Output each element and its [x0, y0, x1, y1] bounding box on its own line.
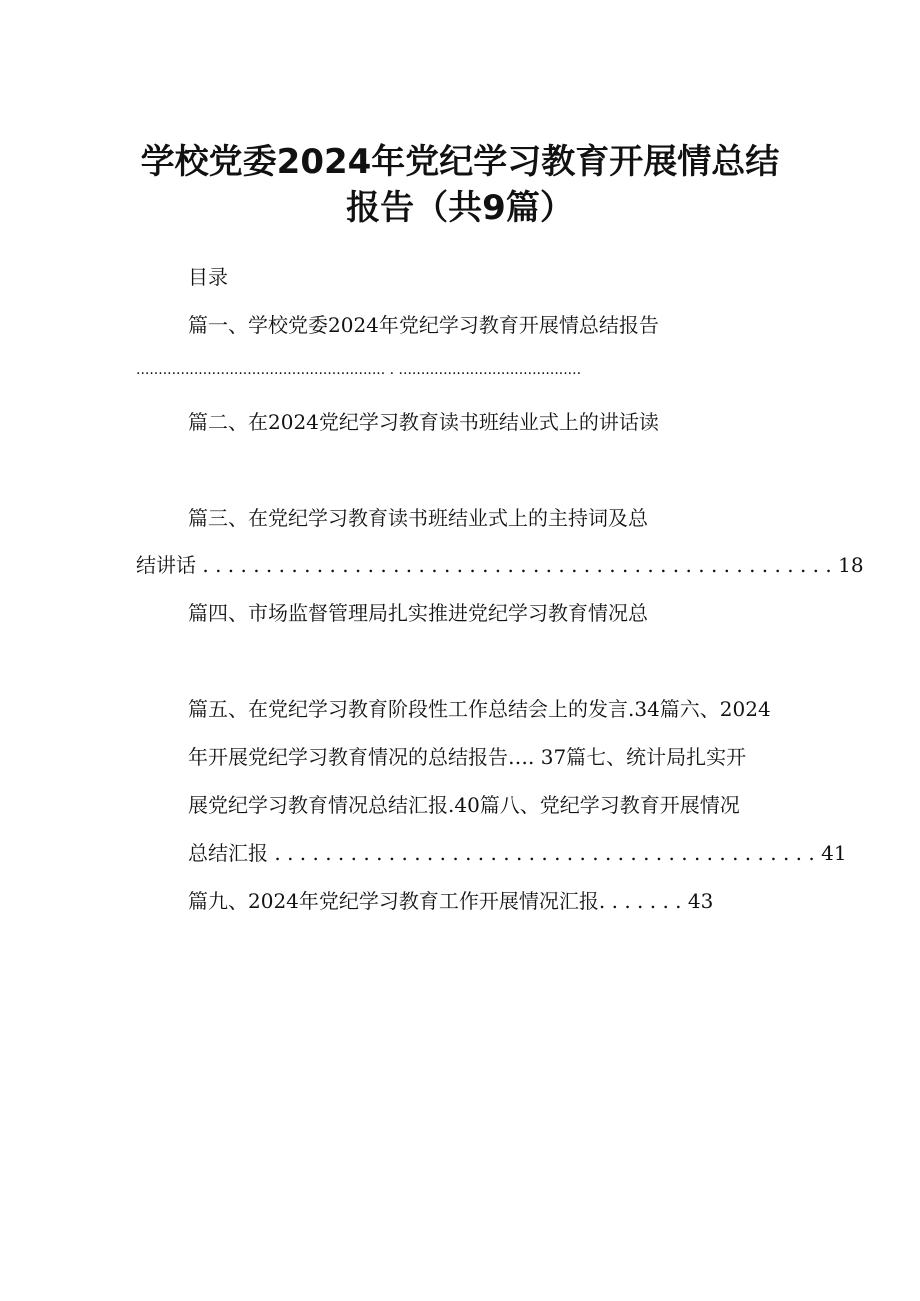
toc-entry-9: 篇九、2024年党纪学习教育工作开展情况汇报. . . . . . . 43 — [188, 889, 714, 913]
toc-entry-3-continued: 结讲话 . . . . . . . . . . . . . . . . . . . . . . . . . . . . . . . . . . . . . . . . . . . . . . . . . . 18 — [136, 553, 864, 577]
toc-leader-dots: ........................................................ . ......................................... — [136, 362, 582, 378]
toc-entry-3: 篇三、在党纪学习教育读书班结业式上的主持词及总 — [188, 506, 648, 530]
toc-entry-7-8: 展党纪学习教育情况总结汇报.40篇八、党纪学习教育开展情况 — [188, 793, 740, 817]
toc-entry-1: 篇一、学校党委2024年党纪学习教育开展情总结报告 — [188, 313, 659, 337]
document-title-line-2: 报告（共9篇） — [346, 188, 574, 228]
document-title-line-1: 学校党委2024年党纪学习教育开展情总结 — [140, 142, 780, 182]
toc-entry-4: 篇四、市场监督管理局扎实推进党纪学习教育情况总 — [188, 601, 648, 625]
toc-entry-2: 篇二、在2024党纪学习教育读书班结业式上的讲话读 — [188, 410, 659, 434]
toc-entry-8-continued: 总结汇报 . . . . . . . . . . . . . . . . . . . . . . . . . . . . . . . . . . . . . . . . . . . 41 — [188, 841, 847, 865]
toc-entry-6-7: 年开展党纪学习教育情况的总结报告…. 37篇七、统计局扎实开 — [188, 745, 747, 769]
toc-entry-5-6: 篇五、在党纪学习教育阶段性工作总结会上的发言.34篇六、2024 — [188, 697, 771, 721]
toc-heading: 目录 — [188, 265, 228, 289]
